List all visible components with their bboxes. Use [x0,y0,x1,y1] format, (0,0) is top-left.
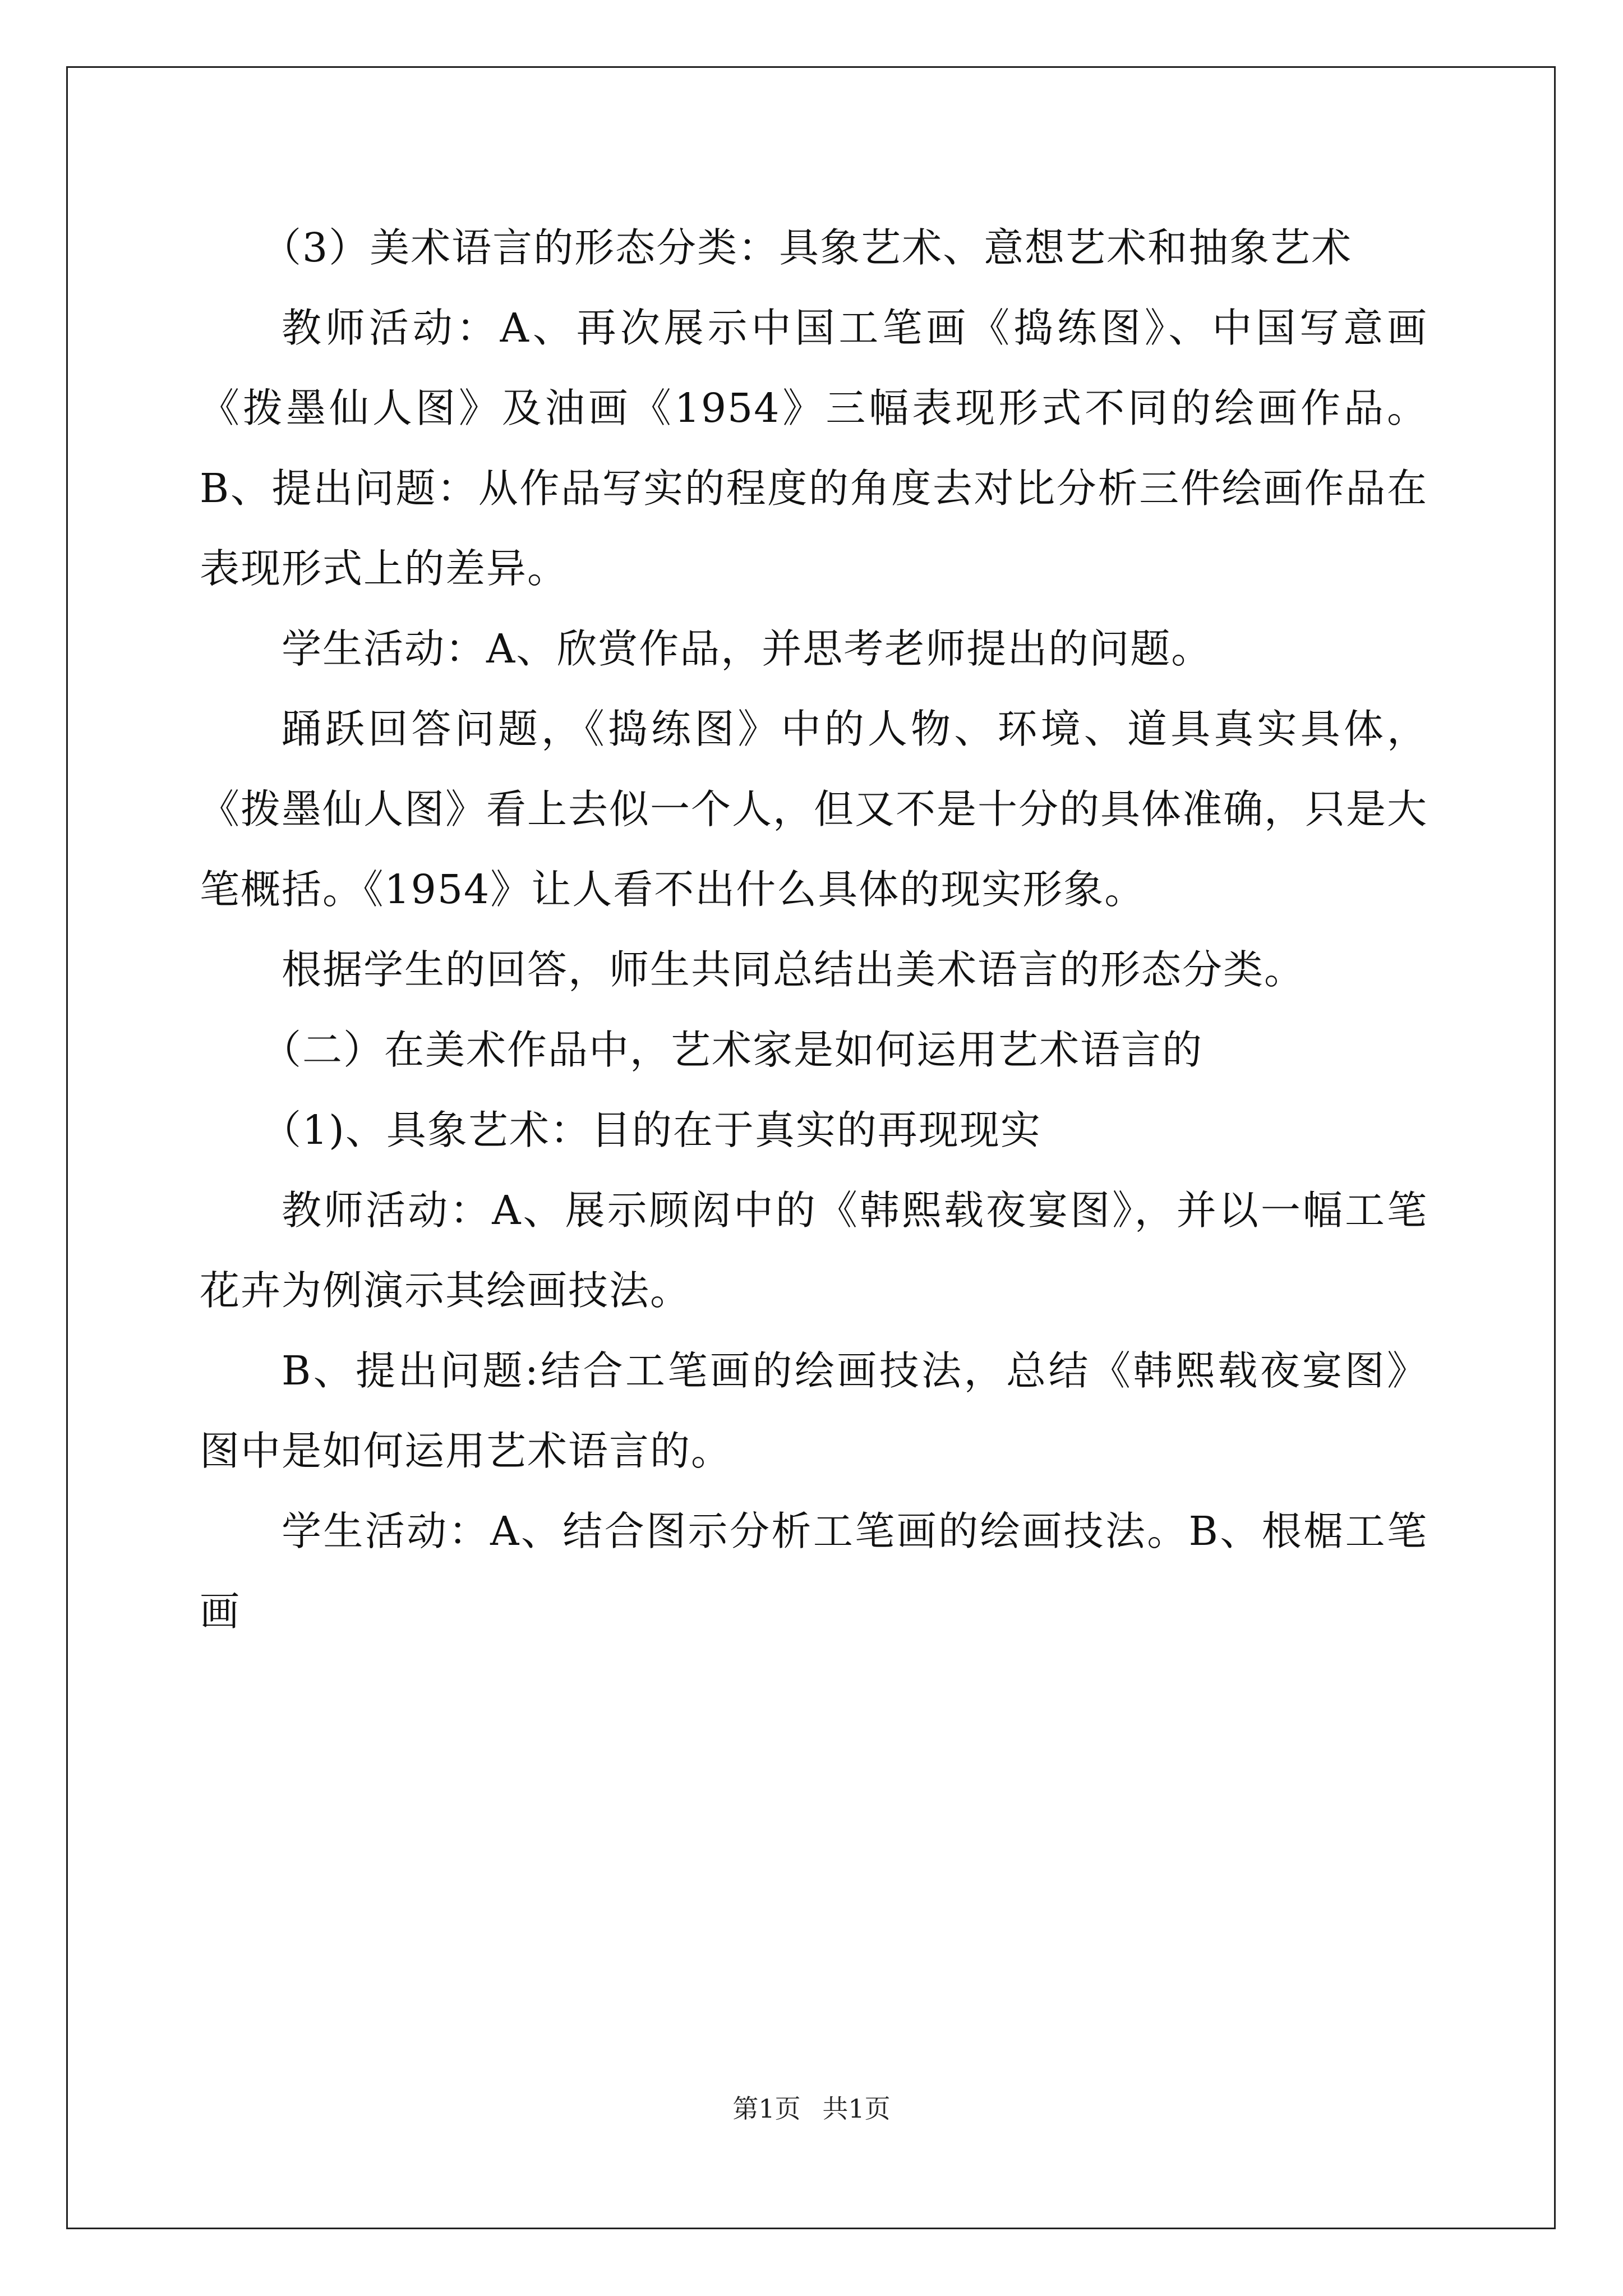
paragraph: 学生活动：A、欣赏作品，并思考老师提出的问题。 [282,625,1212,672]
paragraph: B、提出问题:结合工笔画的绘画技法，总结《韩熙载夜宴图》图中是如何运用艺术语言的。 [200,1347,1428,1474]
paragraph: 踊跃回答问题，《捣练图》中的人物、环境、道具真实具体，《拨墨仙人图》看上去似一个人，但又不是十分的具体准确，只是大笔概括。《1954》让人看不出什么具体的现实形象。 [200,706,1428,913]
paragraph: （3）美术语言的形态分类：具象艺术、意想艺术和抽象艺术 [261,224,1353,271]
page-number-total: 共1页 [822,2093,891,2124]
paragraph: 根据学生的回答，师生共同总结出美术语言的形态分类。 [282,946,1306,993]
paragraph: （1)、具象艺术：目的在于真实的再现现实 [261,1107,1041,1153]
paragraph: 教师活动：A、展示顾闳中的《韩熙载夜宴图》，并以一幅工笔花卉为例演示其绘画技法。 [200,1187,1428,1314]
paragraph: （二）在美术作品中，艺术家是如何运用艺术语言的 [261,1027,1204,1073]
page-footer [0,2088,1623,2125]
document-body [200,208,1428,1651]
paragraph: 教师活动：A、再次展示中国工笔画《捣练图》、中国写意画《拨墨仙人图》及油画《1954》三幅表现形式不同的绘画作品。B、提出问题：从作品写实的程度的角度去对比分析三件绘画作品在表现形式上的差异。 [200,305,1428,592]
paragraph: 学生活动：A、结合图示分析工笔画的绘画技法。B、根椐工笔画 [200,1508,1428,1635]
page-number-current: 第1页 [732,2093,801,2124]
